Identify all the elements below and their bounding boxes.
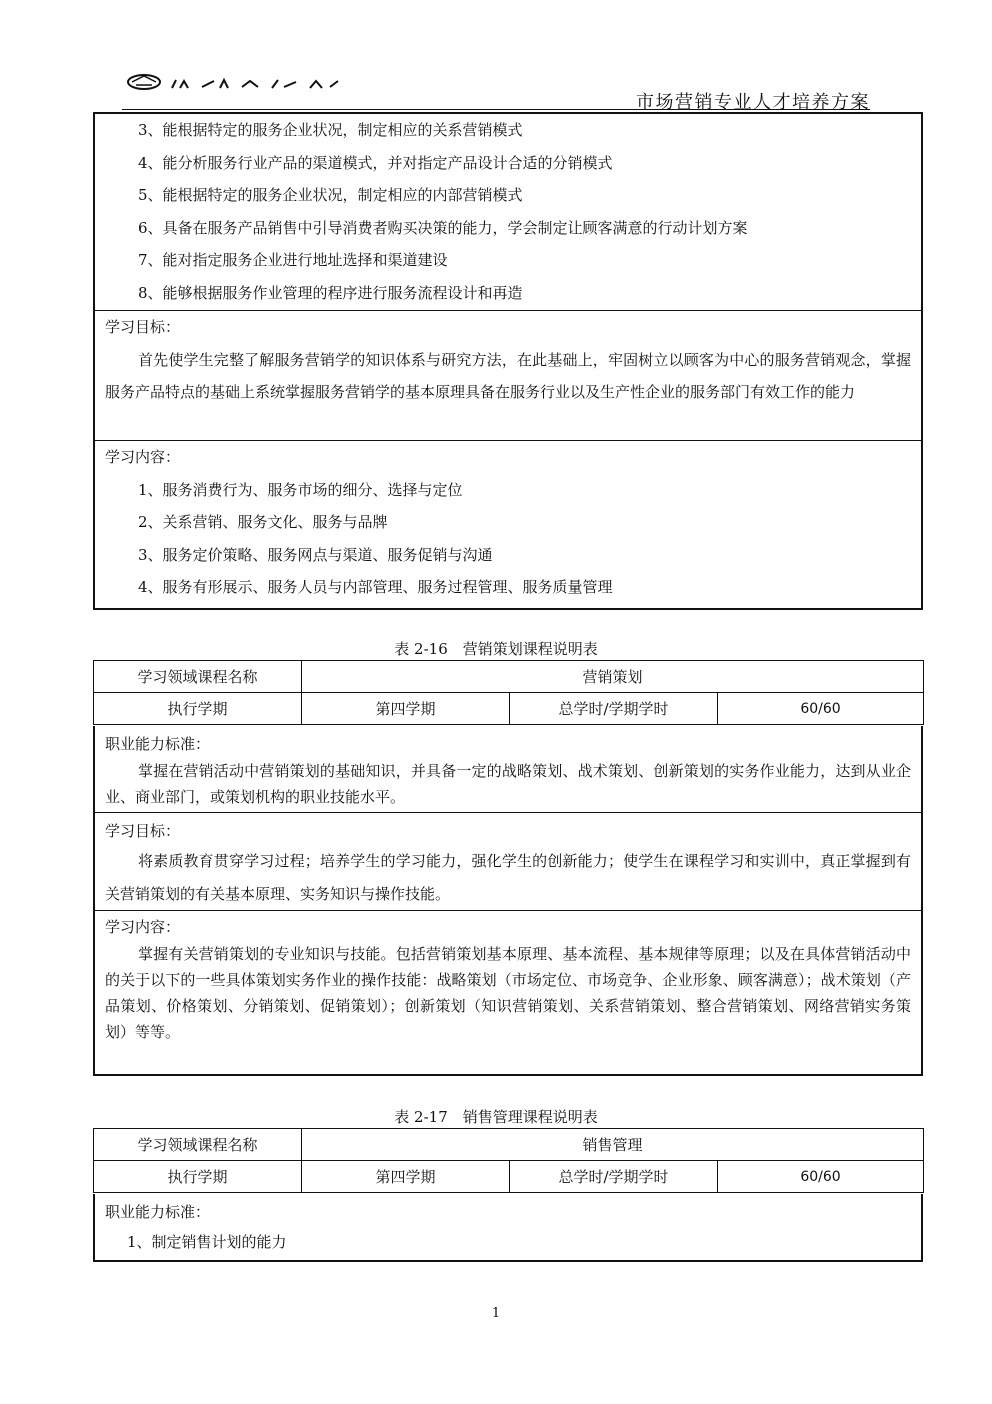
goal-section bbox=[95, 310, 921, 440]
section-label: 学习内容： bbox=[105, 918, 181, 936]
list-item: 8、能够根据服务作业管理的程序进行服务流程设计和再造 bbox=[138, 283, 523, 302]
list-item: 2、关系营销、服务文化、服务与品牌 bbox=[138, 513, 388, 531]
term-label: 执行学期 bbox=[94, 693, 302, 725]
course-name-label: 学习领域课程名称 bbox=[94, 661, 302, 693]
course-name-value: 销售管理 bbox=[302, 1129, 924, 1161]
course-info-table bbox=[93, 1128, 924, 1193]
hours-value: 60/60 bbox=[718, 1161, 924, 1193]
list-item: 5、能根据特定的服务企业状况，制定相应的内部营销模式 bbox=[138, 186, 523, 204]
course-name-label: 学习领域课程名称 bbox=[94, 1129, 302, 1161]
school-logo bbox=[124, 72, 364, 92]
ability-section bbox=[95, 726, 921, 812]
header-rule bbox=[122, 109, 870, 110]
term-label: 执行学期 bbox=[94, 1161, 302, 1193]
list-item: 4、能分析服务行业产品的渠道模式，并对指定产品设计合适的分销模式 bbox=[138, 153, 613, 172]
course-name-value: 营销策划 bbox=[302, 661, 924, 693]
document-title: 市场营销专业人才培养方案 bbox=[636, 92, 870, 113]
page-number: 1 bbox=[491, 1306, 501, 1321]
section-label: 学习目标： bbox=[105, 822, 181, 840]
course-detail-box bbox=[93, 726, 923, 1076]
ability-section bbox=[95, 1194, 921, 1259]
content-section bbox=[95, 440, 921, 608]
course-info-table bbox=[93, 660, 924, 725]
list-item: 3、服务定价策略、服务网点与渠道、服务促销与沟通 bbox=[138, 545, 493, 564]
table-caption: 表 2-17 销售管理课程说明表 bbox=[394, 1108, 598, 1126]
list-item: 1、制定销售计划的能力 bbox=[127, 1233, 287, 1251]
ability-list bbox=[95, 114, 921, 310]
list-item: 7、能对指定服务企业进行地址选择和渠道建设 bbox=[138, 251, 448, 269]
course-detail-box bbox=[93, 1194, 923, 1262]
term-value: 第四学期 bbox=[302, 693, 510, 725]
table-caption: 表 2-16 营销策划课程说明表 bbox=[394, 640, 598, 658]
section-label: 学习内容： bbox=[105, 448, 181, 466]
section-label: 职业能力标准： bbox=[105, 735, 211, 753]
list-item: 4、服务有形展示、服务人员与内部管理、服务过程管理、服务质量管理 bbox=[138, 578, 613, 596]
list-item: 3、能根据特定的服务企业状况，制定相应的关系营销模式 bbox=[138, 121, 523, 139]
hours-label: 总学时/学期学时 bbox=[510, 693, 718, 725]
goal-paragraph: 首先使学生完整了解服务营销学的知识体系与研究方法，在此基础上，牢固树立以顾客为中心的服务营销观念，掌握服务产品特点的基础上系统掌握服务营销学的基本原理具备在服务行业以及生产性企业的服务部门有效工作的能力 bbox=[105, 350, 911, 401]
service-marketing-box bbox=[93, 112, 923, 610]
goal-section bbox=[95, 812, 921, 910]
list-item: 1、服务消费行为、服务市场的细分、选择与定位 bbox=[138, 480, 463, 499]
section-label: 学习目标： bbox=[105, 318, 181, 336]
goal-paragraph: 将素质教育贯穿学习过程；培养学生的学习能力，强化学生的创新能力；使学生在课程学习和实训中，真正掌握到有关营销策划的有关基本原理、实务知识与操作技能。 bbox=[105, 852, 911, 903]
hours-value: 60/60 bbox=[718, 693, 924, 725]
list-item: 6、具备在服务产品销售中引导消费者购买决策的能力，学会制定让顾客满意的行动计划方案 bbox=[138, 218, 748, 237]
hours-label: 总学时/学期学时 bbox=[510, 1161, 718, 1193]
section-label: 职业能力标准： bbox=[105, 1203, 211, 1221]
content-section bbox=[95, 910, 921, 1074]
page-header bbox=[122, 70, 870, 113]
content-paragraph: 掌握有关营销策划的专业知识与技能。包括营销策划基本原理、基本流程、基本规律等原理；以及在具体营销活动中的关于以下的一些具体策划实务作业的操作技能：战略策划（市场定位、市场竞争、企业形象、顾客满意）；战术策划（产品策划、价格策划、分销策划、促销策划）；创新策划（知识营销策划、关系营销策划、整合营销策划、网络营销实务策划）等等。 bbox=[105, 945, 911, 1041]
ability-paragraph: 掌握在营销活动中营销策划的基础知识，并具备一定的战略策划、战术策划、创新策划的实务作业能力，达到从业企业、商业部门，或策划机构的职业技能水平。 bbox=[105, 762, 911, 806]
term-value: 第四学期 bbox=[302, 1161, 510, 1193]
